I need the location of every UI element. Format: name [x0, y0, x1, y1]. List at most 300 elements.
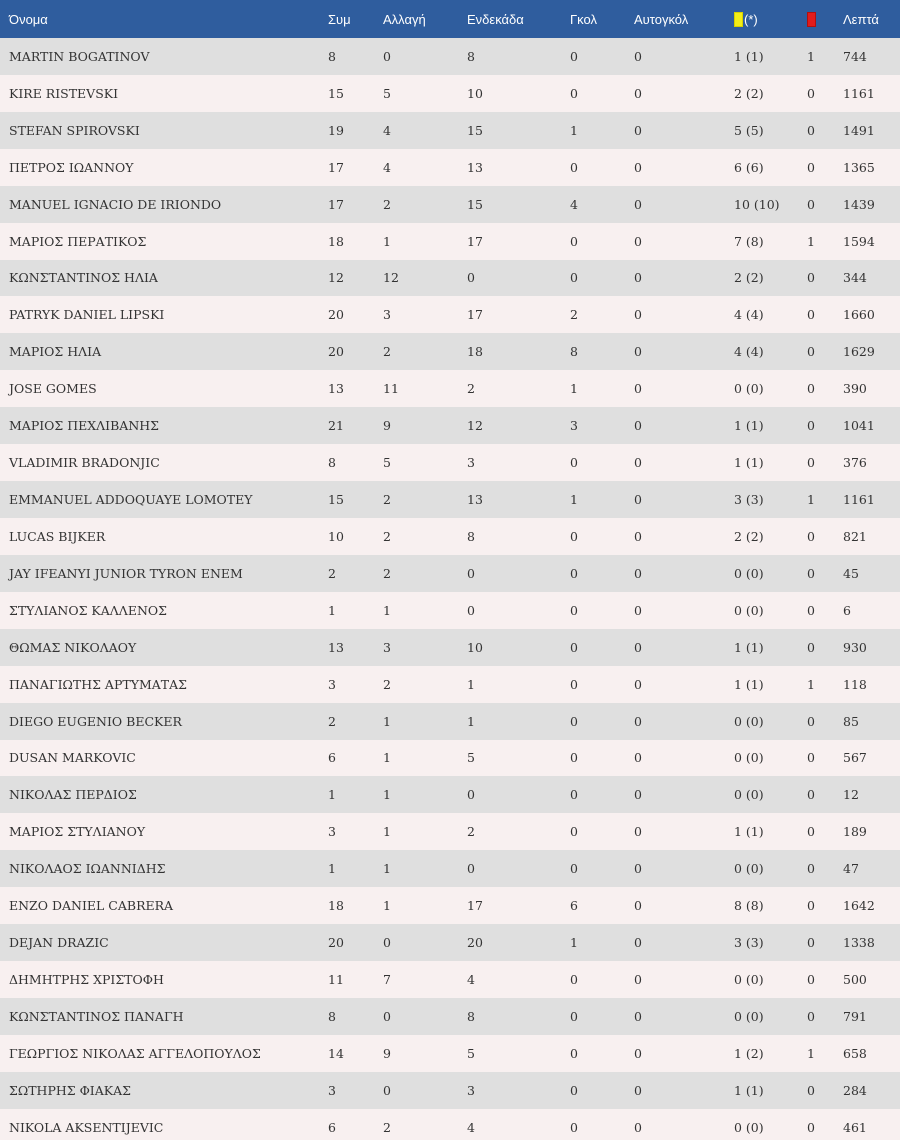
cell-sub: 11	[383, 381, 399, 397]
table-row	[0, 223, 900, 260]
cell-own-goals: 0	[634, 159, 642, 175]
cell-goals: 0	[570, 233, 578, 249]
cell-minutes: 1041	[843, 418, 875, 434]
cell-goals: 2	[570, 307, 578, 323]
cell-starts: 0	[467, 602, 475, 618]
cell-red-cards: 1	[807, 492, 815, 508]
cell-own-goals: 0	[634, 418, 642, 434]
cell-starts: 18	[467, 344, 483, 360]
cell-name[interactable]: NIKOLA AKSENTIJEVIC	[9, 1119, 164, 1135]
cell-red-cards: 0	[807, 861, 815, 877]
header-yellow-cards[interactable]	[734, 0, 807, 38]
cell-goals: 0	[570, 159, 578, 175]
cell-name[interactable]: EMMANUEL ADDOQUAYE LOMOTEY	[9, 492, 253, 508]
cell-name[interactable]: ΔΗΜΗΤΡΗΣ ΧΡΙΣΤΟΦΗ	[9, 972, 164, 987]
cell-goals: 1	[570, 492, 578, 508]
cell-sub: 1	[383, 898, 391, 914]
cell-name[interactable]: JAY IFEANYI JUNIOR TYRON ENEM	[9, 565, 243, 581]
cell-starts: 3	[467, 455, 475, 471]
cell-starts: 15	[467, 122, 483, 138]
cell-name[interactable]: MANUEL IGNACIO DE IRIONDO	[9, 196, 222, 212]
cell-starts: 20	[467, 935, 483, 951]
cell-red-cards: 0	[807, 1008, 815, 1024]
cell-sub: 5	[383, 455, 391, 471]
cell-red-cards: 1	[807, 233, 815, 249]
table-row	[0, 112, 900, 149]
cell-yellow-cards: 1 (1)	[734, 48, 764, 64]
cell-name[interactable]: ΜΑΡΙΟΣ ΣΤΥΛΙΑΝΟΥ	[9, 824, 146, 840]
cell-minutes: 930	[843, 639, 867, 655]
cell-apps: 15	[328, 492, 344, 508]
cell-goals: 0	[570, 455, 578, 471]
cell-starts: 1	[467, 713, 475, 729]
cell-apps: 1	[328, 787, 336, 803]
cell-own-goals: 0	[634, 565, 642, 581]
cell-apps: 18	[328, 233, 344, 249]
cell-apps: 2	[328, 565, 336, 581]
table-row	[0, 924, 900, 961]
cell-name[interactable]: ΝΙΚΟΛΑΣ ΠΕΡΔΙΟΣ	[9, 787, 137, 803]
cell-starts: 5	[467, 750, 475, 766]
cell-red-cards: 0	[807, 898, 815, 914]
cell-goals: 0	[570, 861, 578, 877]
cell-goals: 0	[570, 602, 578, 618]
cell-name[interactable]: ΓΕΩΡΓΙΟΣ ΝΙΚΟΛΑΣ ΑΓΓΕΛΟΠΟΥΛΟΣ	[9, 1045, 261, 1061]
cell-apps: 20	[328, 307, 344, 323]
cell-red-cards: 0	[807, 122, 815, 138]
cell-minutes: 1491	[843, 122, 875, 138]
cell-yellow-cards: 4 (4)	[734, 307, 764, 323]
cell-yellow-cards: 1 (1)	[734, 418, 764, 434]
header-own-goals[interactable]: Αυτογκόλ	[634, 11, 689, 27]
cell-own-goals: 0	[634, 713, 642, 729]
cell-apps: 21	[328, 418, 344, 434]
cell-sub: 3	[383, 307, 391, 323]
cell-minutes: 1629	[843, 344, 875, 360]
table-row	[0, 481, 900, 518]
cell-starts: 0	[467, 565, 475, 581]
cell-name[interactable]: JOSE GOMES	[9, 381, 97, 397]
cell-apps: 18	[328, 898, 344, 914]
table-row	[0, 592, 900, 629]
cell-apps: 3	[328, 676, 336, 692]
cell-own-goals: 0	[634, 824, 642, 840]
cell-starts: 4	[467, 1119, 475, 1135]
cell-sub: 7	[383, 972, 391, 987]
cell-starts: 0	[467, 861, 475, 877]
cell-own-goals: 0	[634, 85, 642, 101]
header-sub[interactable]: Αλλαγή	[383, 11, 426, 27]
table-body	[0, 38, 900, 1140]
cell-yellow-cards: 5 (5)	[734, 122, 764, 138]
cell-minutes: 47	[843, 861, 859, 877]
cell-name[interactable]: ΚΩΝΣΤΑΝΤΙΝΟΣ ΠΑΝΑΓΗ	[9, 1008, 184, 1024]
cell-own-goals: 0	[634, 935, 642, 951]
cell-own-goals: 0	[634, 1008, 642, 1024]
cell-sub: 9	[383, 1045, 391, 1061]
cell-own-goals: 0	[634, 750, 642, 766]
cell-apps: 13	[328, 381, 344, 397]
header-goals[interactable]: Γκολ	[570, 11, 597, 27]
cell-starts: 0	[467, 270, 475, 286]
cell-goals: 0	[570, 972, 578, 987]
cell-yellow-cards: 3 (3)	[734, 492, 764, 508]
cell-sub: 2	[383, 1119, 391, 1135]
cell-name[interactable]: PATRYK DANIEL LIPSKI	[9, 307, 165, 323]
cell-own-goals: 0	[634, 602, 642, 618]
cell-starts: 2	[467, 824, 475, 840]
header-row	[0, 0, 900, 38]
cell-own-goals: 0	[634, 455, 642, 471]
cell-own-goals: 0	[634, 307, 642, 323]
cell-name[interactable]: ΜΑΡΙΟΣ ΠΕΧΛΙΒΑΝΗΣ	[9, 418, 160, 434]
cell-goals: 0	[570, 565, 578, 581]
cell-red-cards: 0	[807, 602, 815, 618]
cell-minutes: 500	[843, 972, 867, 987]
cell-minutes: 85	[843, 713, 859, 729]
cell-name[interactable]: KIRE RISTEVSKI	[9, 85, 119, 101]
cell-apps: 12	[328, 270, 344, 286]
cell-red-cards: 0	[807, 713, 815, 729]
cell-apps: 8	[328, 48, 336, 64]
cell-yellow-cards: 0 (0)	[734, 1119, 764, 1135]
table-row	[0, 555, 900, 592]
cell-minutes: 658	[843, 1045, 867, 1061]
cell-minutes: 744	[843, 48, 867, 64]
cell-own-goals: 0	[634, 381, 642, 397]
cell-apps: 11	[328, 972, 344, 987]
cell-yellow-cards: 1 (2)	[734, 1045, 764, 1061]
cell-yellow-cards: 0 (0)	[734, 972, 764, 987]
table-row	[0, 850, 900, 887]
header-name[interactable]: Όνομα	[9, 11, 48, 27]
cell-yellow-cards: 7 (8)	[734, 233, 764, 249]
header-minutes[interactable]: Λεπτά	[843, 11, 879, 27]
cell-yellow-cards: 0 (0)	[734, 787, 764, 803]
cell-sub: 2	[383, 344, 391, 360]
cell-yellow-cards: 1 (1)	[734, 639, 764, 655]
table-row	[0, 518, 900, 555]
cell-own-goals: 0	[634, 196, 642, 212]
cell-goals: 0	[570, 528, 578, 544]
cell-starts: 10	[467, 85, 483, 101]
cell-starts: 15	[467, 196, 483, 212]
cell-name[interactable]: DEJAN DRAZIC	[9, 935, 109, 951]
cell-red-cards: 0	[807, 418, 815, 434]
cell-yellow-cards: 0 (0)	[734, 861, 764, 877]
cell-goals: 0	[570, 676, 578, 692]
cell-minutes: 791	[843, 1008, 867, 1024]
cell-goals: 0	[570, 1082, 578, 1098]
cell-starts: 17	[467, 307, 483, 323]
cell-yellow-cards: 0 (0)	[734, 713, 764, 729]
cell-yellow-cards: 0 (0)	[734, 750, 764, 766]
table-row	[0, 75, 900, 112]
cell-red-cards: 0	[807, 307, 815, 323]
cell-sub: 0	[383, 1082, 391, 1098]
cell-minutes: 376	[843, 455, 867, 471]
cell-apps: 14	[328, 1045, 344, 1061]
cell-red-cards: 0	[807, 381, 815, 397]
cell-minutes: 567	[843, 750, 867, 766]
yellow-card-icon	[734, 12, 743, 27]
cell-sub: 1	[383, 750, 391, 766]
cell-goals: 0	[570, 270, 578, 286]
table-row	[0, 887, 900, 924]
cell-sub: 0	[383, 48, 391, 64]
cell-own-goals: 0	[634, 676, 642, 692]
cell-red-cards: 0	[807, 196, 815, 212]
table-row	[0, 961, 900, 998]
cell-apps: 3	[328, 1082, 336, 1098]
cell-own-goals: 0	[634, 122, 642, 138]
cell-starts: 17	[467, 898, 483, 914]
cell-yellow-cards: 4 (4)	[734, 344, 764, 360]
cell-own-goals: 0	[634, 48, 642, 64]
cell-sub: 4	[383, 122, 391, 138]
cell-apps: 1	[328, 861, 336, 877]
cell-minutes: 45	[843, 565, 859, 581]
table-row	[0, 149, 900, 186]
cell-red-cards: 0	[807, 1082, 815, 1098]
cell-goals: 0	[570, 1119, 578, 1135]
cell-name[interactable]: LUCAS BIJKER	[9, 528, 106, 544]
cell-minutes: 1642	[843, 898, 875, 914]
header-yellow-suffix: (*)	[744, 11, 758, 27]
cell-sub: 2	[383, 492, 391, 508]
cell-red-cards: 0	[807, 639, 815, 655]
cell-apps: 10	[328, 528, 344, 544]
cell-minutes: 390	[843, 381, 867, 397]
cell-apps: 6	[328, 750, 336, 766]
cell-own-goals: 0	[634, 492, 642, 508]
table-row	[0, 1035, 900, 1072]
cell-own-goals: 0	[634, 344, 642, 360]
cell-sub: 2	[383, 528, 391, 544]
header-red-cards[interactable]	[807, 0, 843, 38]
cell-apps: 1	[328, 602, 336, 618]
cell-minutes: 1338	[843, 935, 875, 951]
cell-own-goals: 0	[634, 861, 642, 877]
cell-starts: 2	[467, 381, 475, 397]
cell-minutes: 1161	[843, 492, 875, 508]
cell-name[interactable]: ΘΩΜΑΣ ΝΙΚΟΛΑΟΥ	[9, 639, 137, 655]
cell-starts: 3	[467, 1082, 475, 1098]
cell-minutes: 1161	[843, 85, 875, 101]
cell-apps: 2	[328, 713, 336, 729]
cell-own-goals: 0	[634, 1082, 642, 1098]
cell-red-cards: 0	[807, 455, 815, 471]
cell-goals: 0	[570, 85, 578, 101]
cell-sub: 2	[383, 565, 391, 581]
table-row	[0, 260, 900, 297]
cell-name[interactable]: ΠΑΝΑΓΙΩΤΗΣ ΑΡΤΥΜΑΤΑΣ	[9, 676, 187, 692]
table-row	[0, 186, 900, 223]
cell-red-cards: 0	[807, 787, 815, 803]
cell-red-cards: 0	[807, 85, 815, 101]
cell-name[interactable]: DIEGO EUGENIO BECKER	[9, 713, 182, 729]
cell-sub: 1	[383, 861, 391, 877]
table-row	[0, 629, 900, 666]
cell-goals: 4	[570, 196, 578, 212]
cell-red-cards: 0	[807, 270, 815, 286]
cell-red-cards: 0	[807, 565, 815, 581]
cell-name[interactable]: ΜΑΡΙΟΣ ΠΕΡΑΤΙΚΟΣ	[9, 233, 147, 249]
table-row	[0, 296, 900, 333]
cell-starts: 13	[467, 492, 483, 508]
cell-red-cards: 0	[807, 1119, 815, 1135]
cell-own-goals: 0	[634, 270, 642, 286]
cell-minutes: 1439	[843, 196, 875, 212]
cell-red-cards: 0	[807, 528, 815, 544]
cell-name[interactable]: ΣΩΤΗΡΗΣ ΦΙΑΚΑΣ	[9, 1082, 131, 1098]
cell-own-goals: 0	[634, 1045, 642, 1061]
cell-yellow-cards: 10 (10)	[734, 196, 780, 212]
table-row	[0, 38, 900, 75]
cell-red-cards: 1	[807, 1045, 815, 1061]
cell-apps: 17	[328, 159, 344, 175]
cell-apps: 6	[328, 1119, 336, 1135]
cell-yellow-cards: 3 (3)	[734, 935, 764, 951]
cell-goals: 1	[570, 381, 578, 397]
cell-sub: 5	[383, 85, 391, 101]
cell-starts: 0	[467, 787, 475, 803]
cell-own-goals: 0	[634, 1119, 642, 1135]
cell-sub: 0	[383, 1008, 391, 1024]
cell-sub: 12	[383, 270, 399, 286]
cell-goals: 1	[570, 122, 578, 138]
table-row	[0, 333, 900, 370]
cell-apps: 15	[328, 85, 344, 101]
cell-yellow-cards: 0 (0)	[734, 1008, 764, 1024]
cell-goals: 0	[570, 713, 578, 729]
cell-name[interactable]: ΣΤΥΛΙΑΝΟΣ ΚΑΛΛΕΝΟΣ	[9, 602, 167, 618]
cell-own-goals: 0	[634, 972, 642, 987]
cell-yellow-cards: 2 (2)	[734, 528, 764, 544]
table-row	[0, 444, 900, 481]
cell-red-cards: 0	[807, 972, 815, 987]
cell-yellow-cards: 0 (0)	[734, 602, 764, 618]
cell-own-goals: 0	[634, 639, 642, 655]
cell-sub: 1	[383, 824, 391, 840]
cell-own-goals: 0	[634, 233, 642, 249]
cell-starts: 5	[467, 1045, 475, 1061]
cell-name[interactable]: ΝΙΚΟΛΑΟΣ ΙΩΑΝΝΙΔΗΣ	[9, 861, 166, 877]
cell-sub: 1	[383, 233, 391, 249]
table-row	[0, 813, 900, 850]
table-row	[0, 407, 900, 444]
cell-goals: 1	[570, 935, 578, 951]
cell-name[interactable]: ΚΩΝΣΤΑΝΤΙΝΟΣ ΗΛΙΑ	[9, 270, 158, 286]
cell-red-cards: 1	[807, 48, 815, 64]
cell-yellow-cards: 2 (2)	[734, 270, 764, 286]
table-row	[0, 666, 900, 703]
cell-yellow-cards: 0 (0)	[734, 381, 764, 397]
cell-yellow-cards: 1 (1)	[734, 455, 764, 471]
cell-goals: 8	[570, 344, 578, 360]
cell-sub: 4	[383, 159, 391, 175]
cell-red-cards: 0	[807, 935, 815, 951]
table-row	[0, 740, 900, 777]
cell-own-goals: 0	[634, 787, 642, 803]
cell-apps: 8	[328, 1008, 336, 1024]
table-row	[0, 703, 900, 740]
cell-apps: 3	[328, 824, 336, 840]
cell-minutes: 1365	[843, 159, 875, 175]
table-row	[0, 1109, 900, 1140]
cell-goals: 0	[570, 750, 578, 766]
cell-name[interactable]: ENZO DANIEL CABRERA	[9, 898, 174, 914]
cell-minutes: 6	[843, 602, 851, 618]
cell-minutes: 821	[843, 528, 867, 544]
cell-red-cards: 0	[807, 344, 815, 360]
cell-apps: 20	[328, 935, 344, 951]
header-starts[interactable]: Ενδεκάδα	[467, 11, 524, 27]
cell-sub: 0	[383, 935, 391, 951]
cell-minutes: 1660	[843, 307, 875, 323]
cell-red-cards: 0	[807, 824, 815, 840]
cell-yellow-cards: 1 (1)	[734, 824, 764, 840]
cell-yellow-cards: 1 (1)	[734, 1082, 764, 1098]
cell-name[interactable]: VLADIMIR BRADONJIC	[9, 455, 160, 471]
cell-starts: 17	[467, 233, 483, 249]
cell-goals: 0	[570, 48, 578, 64]
cell-sub: 2	[383, 676, 391, 692]
cell-minutes: 12	[843, 787, 859, 803]
cell-starts: 8	[467, 1008, 475, 1024]
cell-apps: 13	[328, 639, 344, 655]
cell-name[interactable]: ΜΑΡΙΟΣ ΗΛΙΑ	[9, 344, 102, 360]
cell-own-goals: 0	[634, 528, 642, 544]
cell-goals: 0	[570, 1008, 578, 1024]
cell-apps: 8	[328, 455, 336, 471]
cell-name[interactable]: MARTIN BOGATINOV	[9, 48, 150, 64]
cell-red-cards: 1	[807, 676, 815, 692]
table-row	[0, 776, 900, 813]
cell-red-cards: 0	[807, 159, 815, 175]
cell-goals: 0	[570, 824, 578, 840]
cell-yellow-cards: 6 (6)	[734, 159, 764, 175]
cell-apps: 19	[328, 122, 344, 138]
cell-minutes: 1594	[843, 233, 875, 249]
cell-starts: 4	[467, 972, 475, 987]
cell-name[interactable]: DUSAN MARKOVIC	[9, 750, 136, 766]
cell-yellow-cards: 0 (0)	[734, 565, 764, 581]
cell-goals: 0	[570, 639, 578, 655]
cell-own-goals: 0	[634, 898, 642, 914]
cell-name[interactable]: STEFAN SPIROVSKI	[9, 122, 140, 138]
cell-starts: 8	[467, 48, 475, 64]
table-row	[0, 1072, 900, 1109]
cell-yellow-cards: 2 (2)	[734, 85, 764, 101]
cell-minutes: 344	[843, 270, 867, 286]
cell-yellow-cards: 8 (8)	[734, 898, 764, 914]
cell-sub: 3	[383, 639, 391, 655]
cell-name[interactable]: ΠΕΤΡΟΣ ΙΩΑΝΝΟΥ	[9, 159, 134, 175]
cell-sub: 9	[383, 418, 391, 434]
table-row	[0, 370, 900, 407]
cell-goals: 3	[570, 418, 578, 434]
cell-goals: 0	[570, 787, 578, 803]
cell-goals: 0	[570, 1045, 578, 1061]
cell-sub: 1	[383, 602, 391, 618]
cell-sub: 1	[383, 787, 391, 803]
table-row	[0, 998, 900, 1035]
table-header	[0, 0, 900, 38]
cell-sub: 2	[383, 196, 391, 212]
header-apps[interactable]: Συμ	[328, 11, 351, 27]
cell-starts: 1	[467, 676, 475, 692]
